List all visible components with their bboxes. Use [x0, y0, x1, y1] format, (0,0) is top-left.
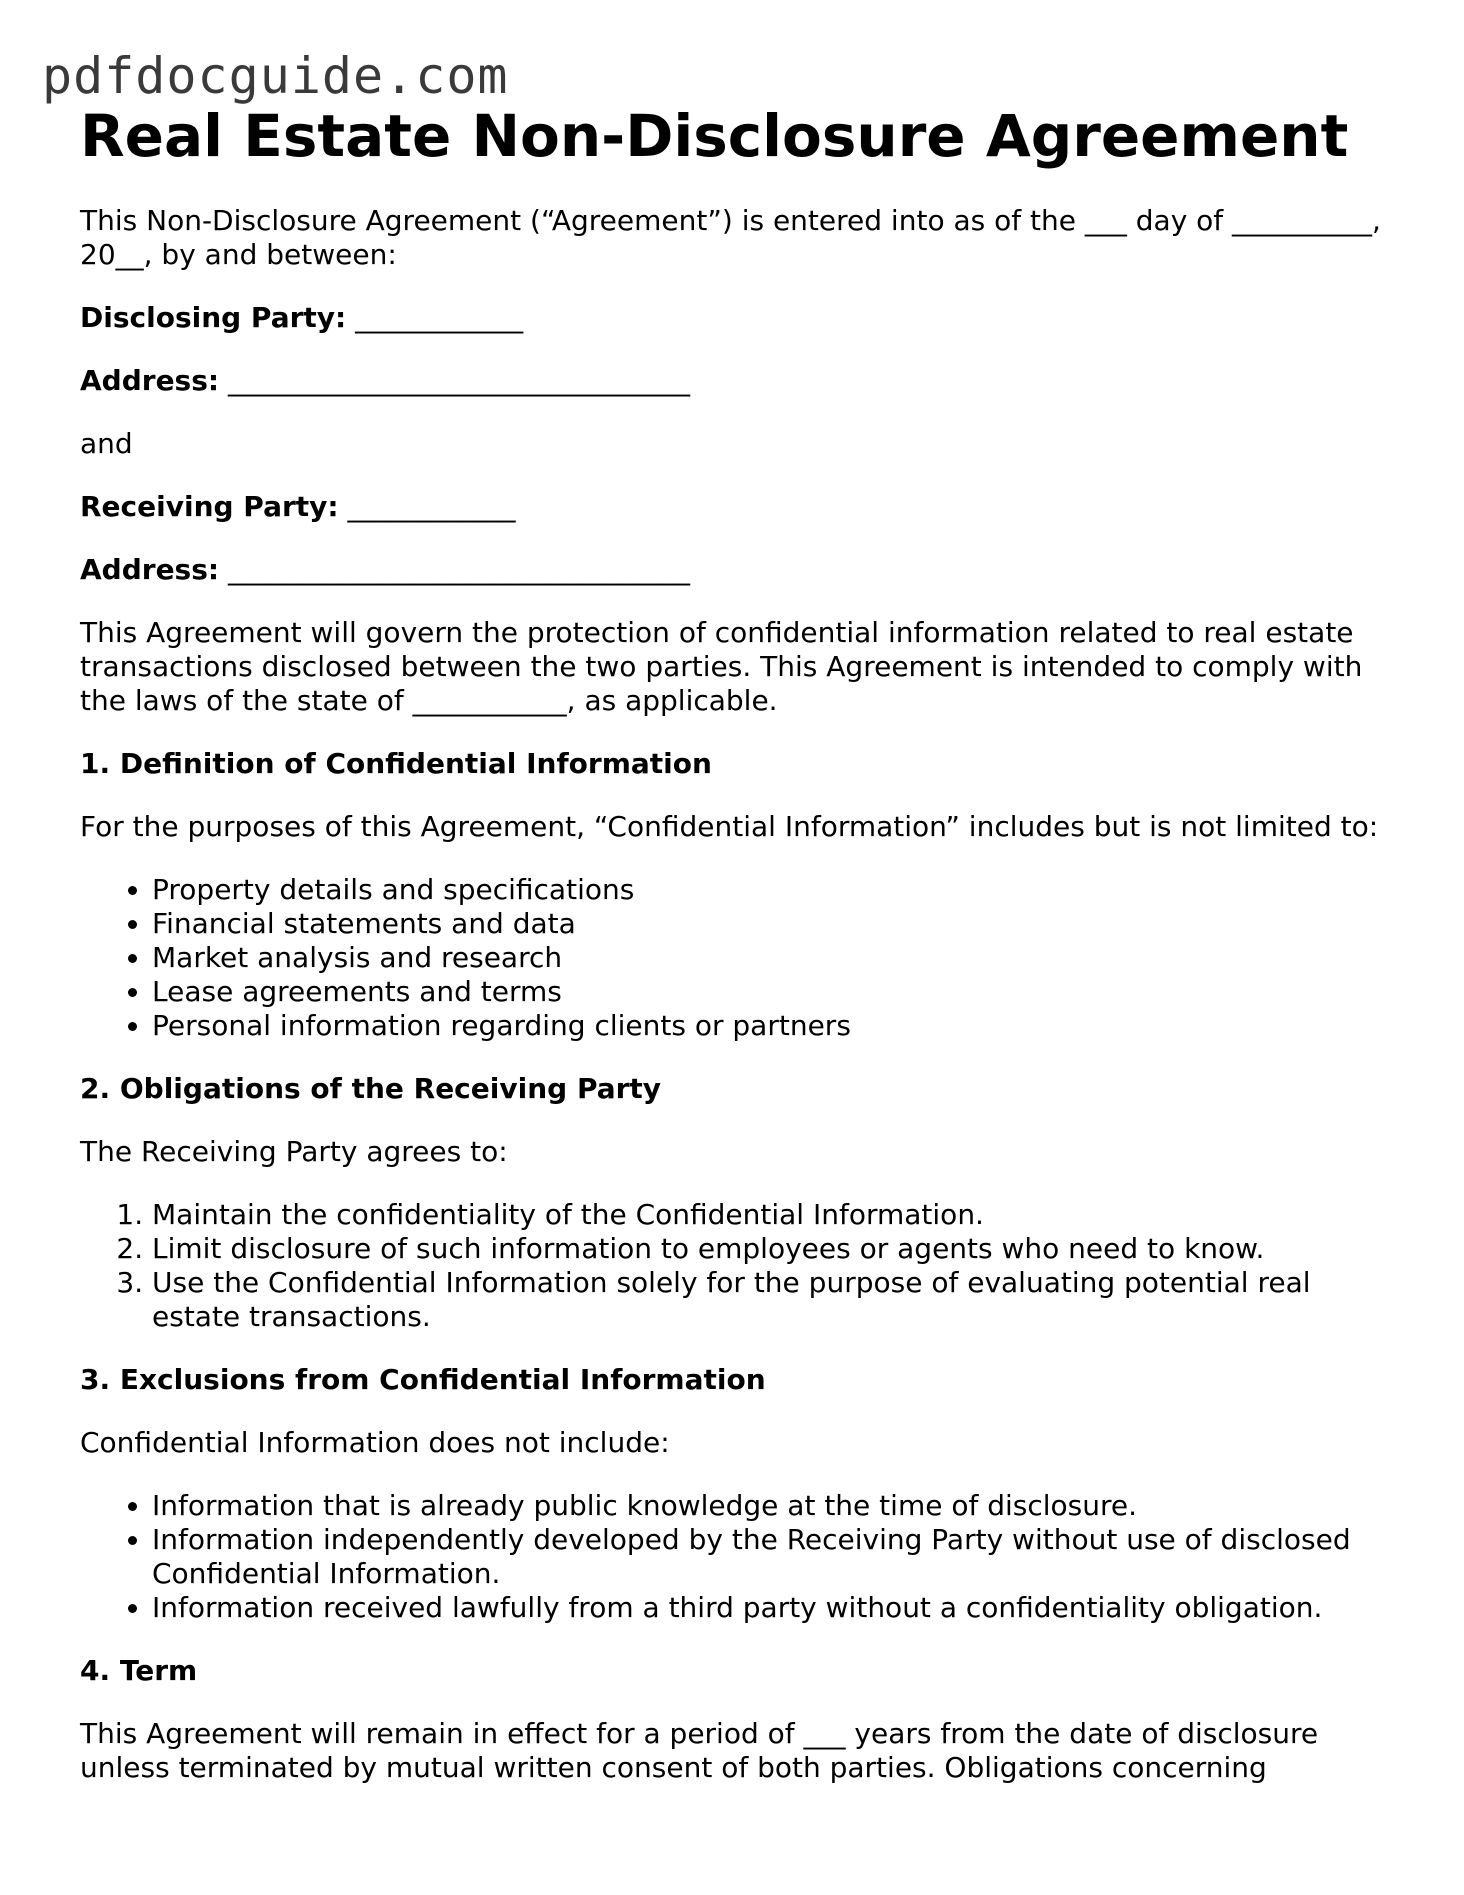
intro-paragraph: This Non-Disclosure Agreement (“Agreement”) is entered into as of the ___ day of __________, 20__, by and between:: [80, 204, 1381, 271]
governing-paragraph: This Agreement will govern the protection of confidential information related to real estate transactions disclosed between the two parties. This Agreement is intended to comply with the laws of the state of ___________, as applicable.: [80, 616, 1363, 717]
receiving-party-label: Receiving Party:: [80, 490, 339, 523]
list-item: • Personal information regarding clients or partners: [152, 1009, 1400, 1043]
section-2-list: [80, 1198, 1400, 1334]
section-1-heading: 1. Definition of Confidential Information: [80, 747, 712, 780]
list-item: • Lease agreements and terms: [152, 975, 1400, 1009]
section-2-intro: The Receiving Party agrees to:: [80, 1135, 508, 1168]
disclosing-party-label: Disclosing Party:: [80, 301, 347, 334]
receiving-address-blank: _________________________________: [228, 553, 690, 586]
disclosing-address-blank: _________________________________: [228, 364, 690, 397]
and-text: and: [80, 427, 133, 460]
disclosing-address-label: Address:: [80, 364, 220, 397]
section-2-heading: 2. Obligations of the Receiving Party: [80, 1072, 662, 1105]
watermark: pdfdocguide.com: [42, 47, 509, 105]
section-1-intro: For the purposes of this Agreement, “Confidential Information” includes but is not limited to:: [80, 810, 1379, 843]
section-3-heading: 3. Exclusions from Confidential Information: [80, 1363, 766, 1396]
receiving-party-line: [80, 490, 1400, 524]
section-3-intro: Confidential Information does not include:: [80, 1426, 670, 1459]
list-item: 3. Use the Confidential Information solely for the purpose of evaluating potential real estate transactions.: [152, 1266, 1400, 1334]
document-page: [80, 100, 1400, 1785]
disclosing-party-blank: ____________: [355, 301, 524, 334]
receiving-party-blank: ____________: [347, 490, 516, 523]
receiving-address-line: [80, 553, 1400, 587]
receiving-address-label: Address:: [80, 553, 220, 586]
list-item: • Property details and specifications: [152, 873, 1400, 907]
list-item: • Information that is already public knowledge at the time of disclosure.: [152, 1489, 1400, 1523]
section-4-heading: 4. Term: [80, 1654, 198, 1687]
document-title: Real Estate Non-Disclosure Agreement: [80, 102, 1349, 170]
list-item: • Market analysis and research: [152, 941, 1400, 975]
section-3-list: [80, 1489, 1400, 1625]
list-item: • Information received lawfully from a third party without a confidentiality obligation.: [152, 1591, 1400, 1625]
section-1-list: [80, 873, 1400, 1043]
section-4-intro: This Agreement will remain in effect for a period of ___ years from the date of disclosure unless terminated by mutual written consent of both parties. Obligations concerning: [80, 1717, 1319, 1784]
disclosing-party-line: [80, 301, 1400, 335]
list-item: • Information independently developed by the Receiving Party without use of disclosed Confidential Information.: [152, 1523, 1400, 1591]
list-item: 2. Limit disclosure of such information to employees or agents who need to know.: [152, 1232, 1400, 1266]
list-item: • Financial statements and data: [152, 907, 1400, 941]
list-item: 1. Maintain the confidentiality of the Confidential Information.: [152, 1198, 1400, 1232]
disclosing-address-line: [80, 364, 1400, 398]
